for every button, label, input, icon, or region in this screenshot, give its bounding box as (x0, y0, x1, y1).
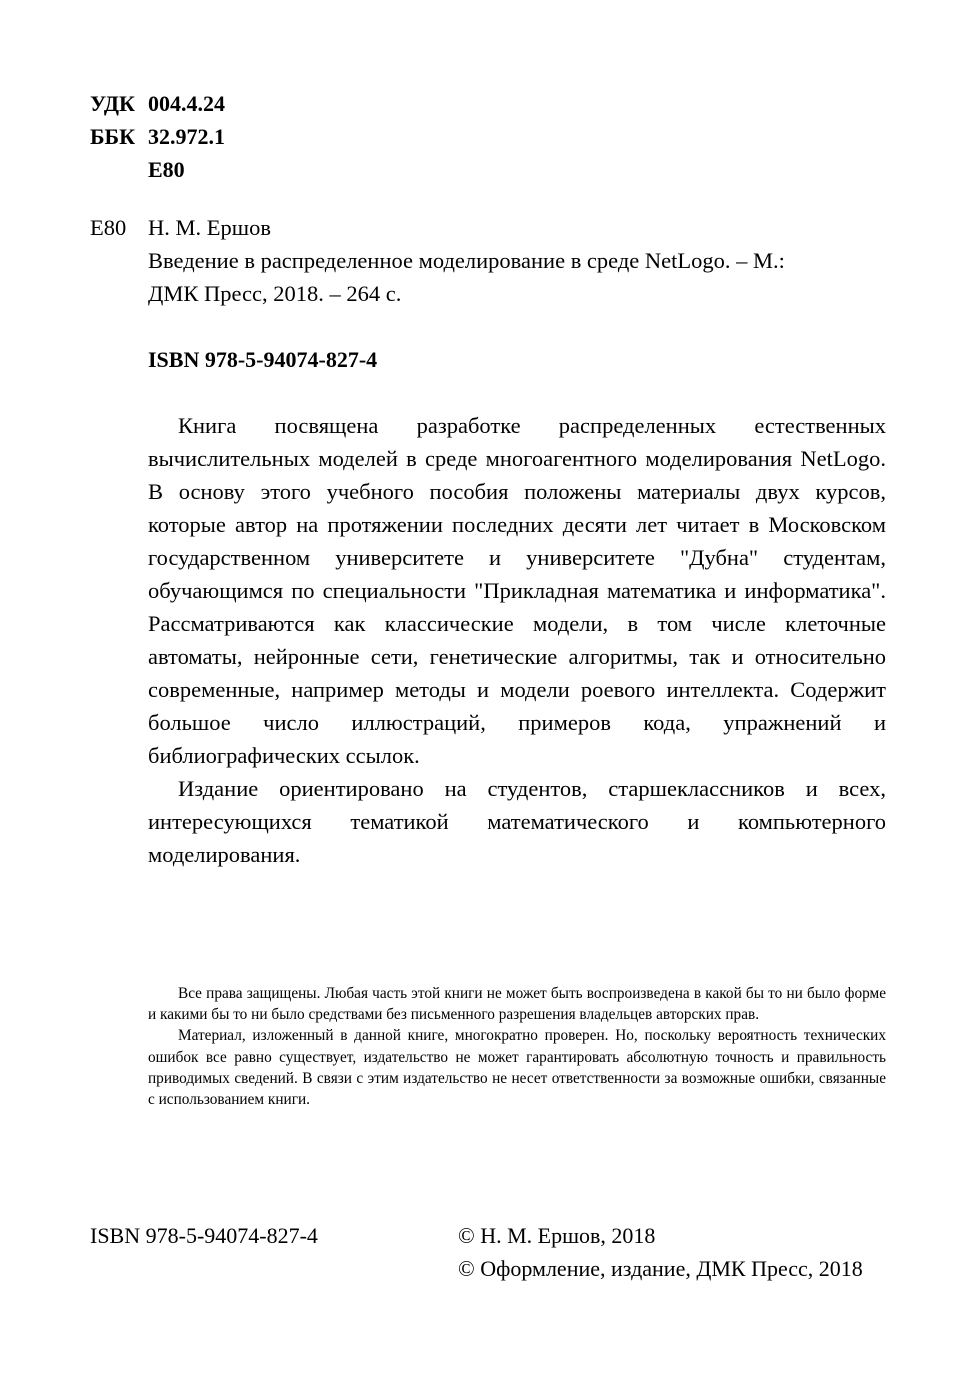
entry-author: Н. М. Ершов (148, 215, 271, 240)
annotation-paragraph-1: Книга посвящена разработке распределенных естественных вычислительных моделей в среде многоагентного моделирования NetLogo. В основу этого учебного пособия положены материалы двух курсов, которые автор на протяжении последних десяти лет читает в Московском государственном университете и университете "Дубна" студентам, обучающимся по специальности "Прикладная математика и информатика". Рассматриваются как классические модели, в том числе клеточные автоматы, нейронные сети, генетические алгоритмы, так и относительно современные, например методы и модели роевого интеллекта. Содержит большое число иллюстраций, примеров кода, упражнений и библиографических ссылок. (148, 413, 886, 768)
bbk-line (90, 120, 225, 153)
footer-isbn: ISBN 978-5-94074-827-4 (90, 1223, 318, 1248)
udk-line (90, 87, 225, 120)
entry-mark: Е80 (90, 215, 127, 240)
annotation-paragraph-2: Издание ориентировано на студентов, старшеклассников и всех, интересующихся тематикой математического и компьютерного моделирования. (148, 776, 886, 867)
classification-block (90, 87, 225, 186)
copyright-publisher: © Оформление, издание, ДМК Пресс, 2018 (458, 1256, 863, 1281)
rights-notice: Все права защищены. Любая часть этой книги не может быть воспроизведена в какой бы то ни было форме и какими бы то ни было средствами без письменного разрешения владельцев авторских прав. (148, 985, 886, 1024)
annotation (148, 409, 886, 871)
author-mark: Е80 (148, 157, 185, 182)
bbk-value: 32.972.1 (148, 124, 225, 149)
copyright-author: © Н. М. Ершов, 2018 (458, 1223, 656, 1248)
footer-copyrights (458, 1219, 863, 1285)
udk-value: 004.4.24 (148, 91, 225, 116)
disclaimer-notice: Материал, изложенный в данной книге, многократно проверен. Но, поскольку вероятность технических ошибок все равно существует, издательство не может гарантировать абсолютную точность и правильность приводимых сведений. В связи с этим издательство не несет ответственности за возможные ошибки, связанные с использованием книги. (148, 1027, 886, 1109)
legal-notice (148, 983, 886, 1110)
author-mark-line (90, 153, 225, 186)
isbn-heading: ISBN 978-5-94074-827-4 (148, 347, 378, 372)
bibliographic-entry (148, 211, 886, 310)
entry-line-1: Введение в распределенное моделирование в среде NetLogo. – М.: (148, 248, 785, 273)
entry-line-2: ДМК Пресс, 2018. – 264 с. (148, 281, 402, 306)
udk-label: УДК (90, 91, 136, 116)
bbk-label: ББК (90, 124, 136, 149)
